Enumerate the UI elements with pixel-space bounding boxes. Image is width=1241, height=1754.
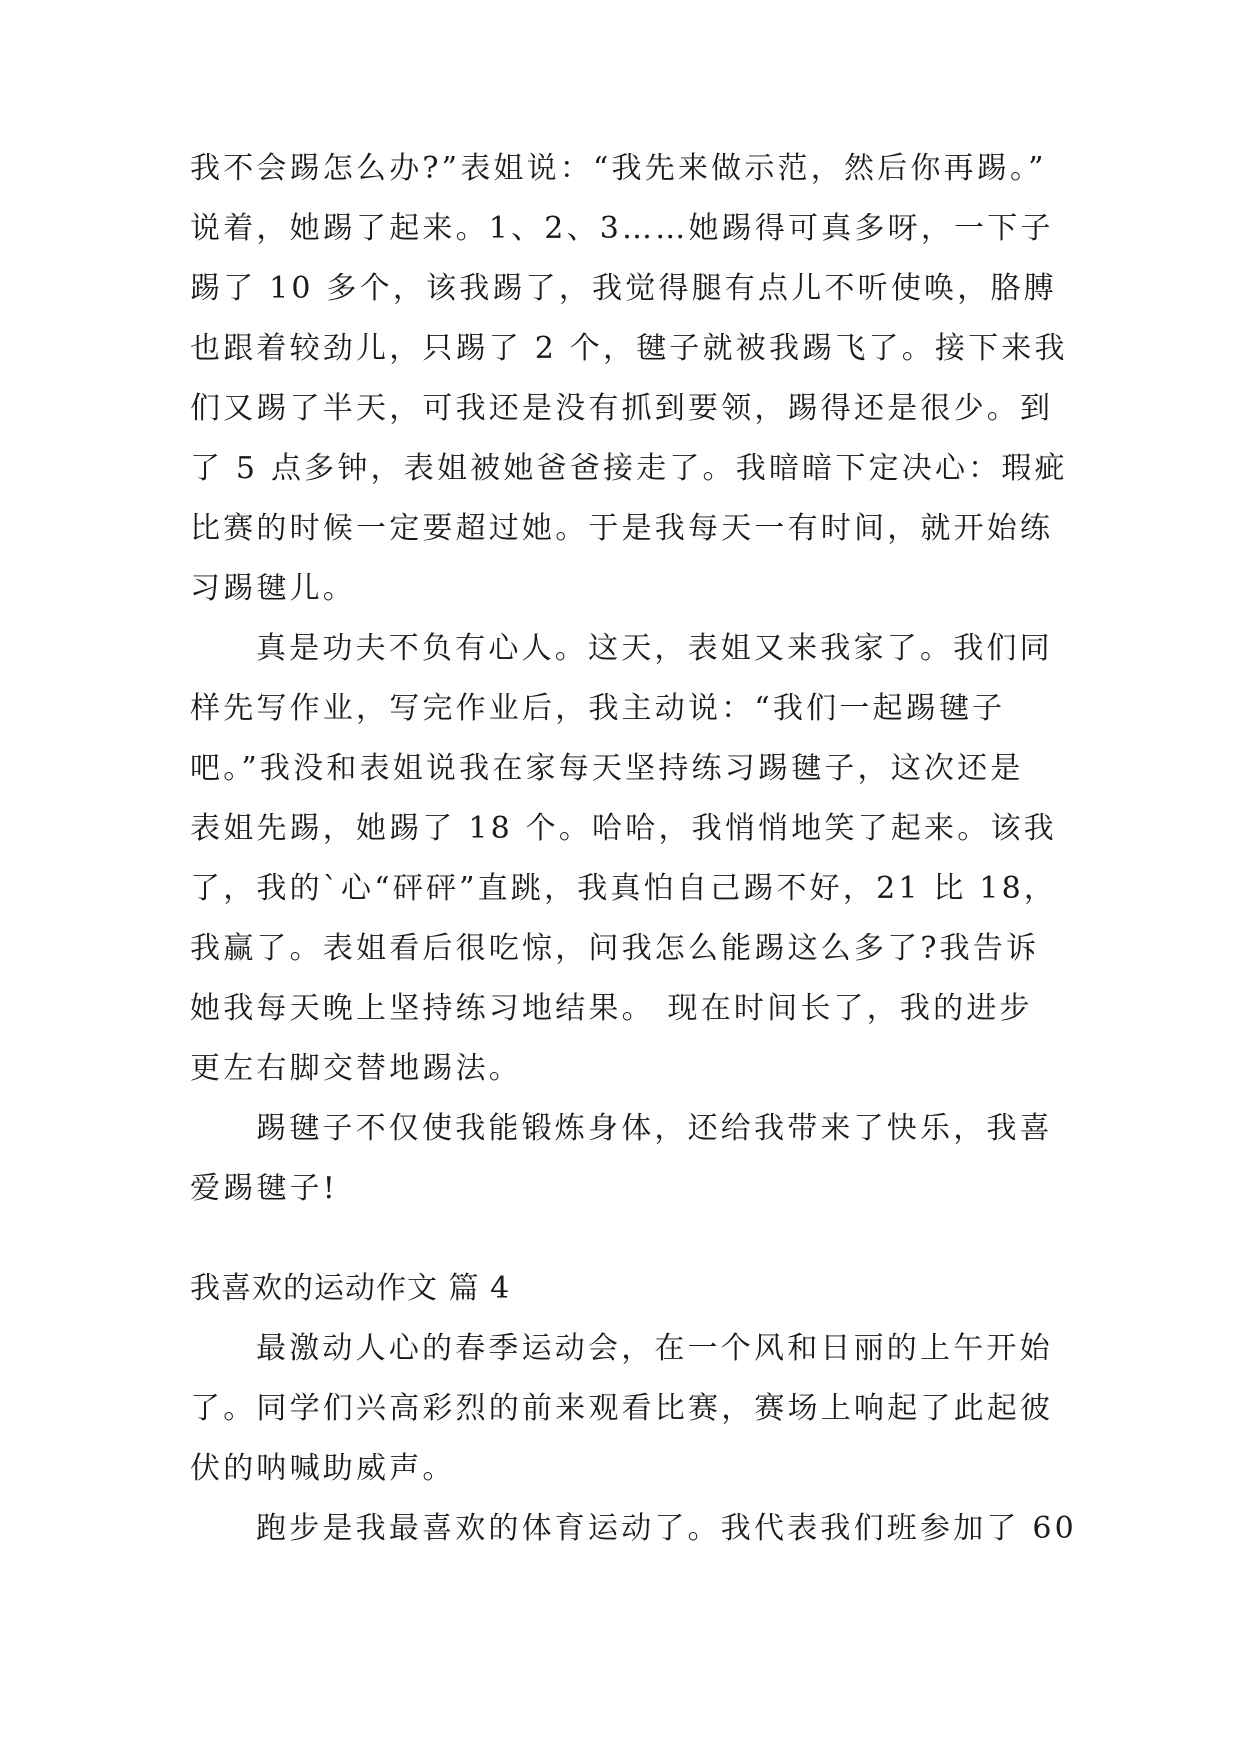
text-line: 我赢了。表姐看后很吃惊，问我怎么能踢这么多了?我告诉 [190,931,1040,966]
text-line: 样先写作业，写完作业后，我主动说：“我们一起踢毽子 [190,691,1006,726]
text-line: 比赛的时候一定要超过她。于是我每天一有时间，就开始练 [190,511,1054,546]
text-line: 她我每天晚上坚持练习地结果。 现在时间长了，我的进步 [190,991,1033,1026]
text-line: 说着，她踢了起来。1、2、3……她踢得可真多呀，一下子 [190,211,1054,246]
text-line: 了。同学们兴高彩烈的前来观看比赛，赛场上响起了此起彼 [190,1391,1054,1426]
text-line: 表姐先踢，她踢了 18 个。哈哈，我悄悄地笑了起来。该我 [190,811,1057,846]
text-line: 踢了 10 多个，该我踢了，我觉得腿有点儿不听使唤，胳膊 [190,271,1057,306]
section-heading: 我喜欢的运动作文 篇 4 [190,1271,511,1306]
text-line: 了，我的`心“砰砰”直跳，我真怕自己踢不好，21 比 18， [190,871,1058,906]
text-line: 更左右脚交替地踢法。 [190,1051,522,1086]
paragraph-start-line: 最激动人心的春季运动会，在一个风和日丽的上午开始 [256,1331,1053,1366]
paragraph-start-line: 真是功夫不负有心人。这天，表姐又来我家了。我们同 [256,631,1053,666]
text-line: 伏的呐喊助威声。 [190,1451,456,1486]
paragraph-start-line: 踢毽子不仅使我能锻炼身体，还给我带来了快乐，我喜 [256,1111,1053,1146]
text-line: 习踢毽儿。 [190,571,356,606]
text-line: 吧。”我没和表姐说我在家每天坚持练习踢毽子，这次还是 [190,751,1024,786]
text-line: 了 5 点多钟，表姐被她爸爸接走了。我暗暗下定决心：瑕疵 [190,451,1068,486]
text-line: 也跟着较劲儿，只踢了 2 个，毽子就被我踢飞了。接下来我 [190,331,1068,366]
text-line: 我不会踢怎么办?”表姐说：“我先来做示范，然后你再踢。” [190,151,1047,186]
paragraph-start-line: 跑步是我最喜欢的体育运动了。我代表我们班参加了 60 [256,1511,1077,1546]
text-line: 爱踢毽子! [190,1171,339,1206]
text-line: 们又踢了半天，可我还是没有抓到要领，踢得还是很少。到 [190,391,1054,426]
